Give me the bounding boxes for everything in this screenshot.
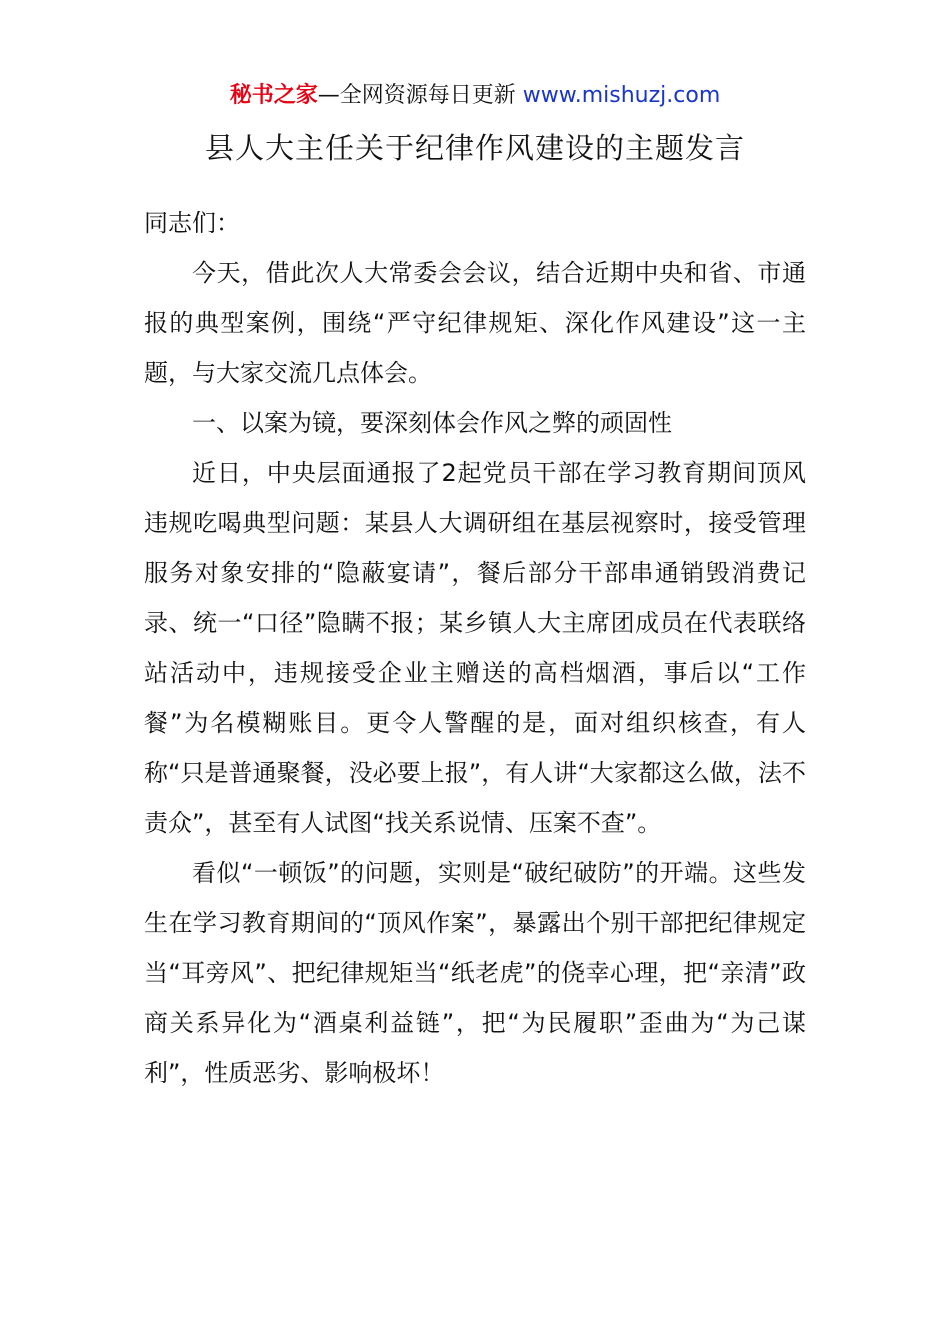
document-body — [144, 198, 806, 1098]
document-title: 县人大主任关于纪律作风建设的主题发言 — [204, 131, 745, 165]
paragraph-intro: 今天，借此次人大常委会会议，结合近期中央和省、市通报的典型案例，围绕“严守纪律规矩、深化作风建设”这一主题，与大家交流几点体会。 — [144, 259, 806, 387]
site-header — [0, 80, 950, 112]
paragraph-analysis: 看似“一顿饭”的问题，实则是“破纪破防”的开端。这些发生在学习教育期间的“顶风作案”，暴露出个别干部把纪律规定当“耳旁风”、把纪律规矩当“纸老虎”的侥幸心理，把“亲清”政商关系异化为“酒桌利益链”，把“为民履职”歪曲为“为己谋利”，性质恶劣、影响极坏！ — [144, 859, 806, 1087]
paragraph-case-report: 近日，中央层面通报了2起党员干部在学习教育期间顶风违规吃喝典型问题：某县人大调研组在基层视察时，接受管理服务对象安排的“隐蔽宴请”，餐后部分干部串通销毁消费记录、统一“口径”隐瞒不报；某乡镇人大主席团成员在代表联络站活动中，违规接受企业主赠送的高档烟酒，事后以“工作餐”为名模糊账目。更令人警醒的是，面对组织核查，有人称“只是普通聚餐，没必要上报”，有人讲“大家都这么做，法不责众”，甚至有人试图“找关系说情、压案不查”。 — [144, 459, 806, 837]
site-url-link[interactable]: www.mishuzj.com — [522, 83, 721, 108]
salutation: 同志们： — [144, 209, 240, 237]
section-heading-1: 一、以案为镜，要深刻体会作风之弊的顽固性 — [192, 409, 672, 437]
site-tagline: —全网资源每日更新 — [317, 83, 516, 108]
brand-name: 秘书之家 — [229, 83, 318, 108]
